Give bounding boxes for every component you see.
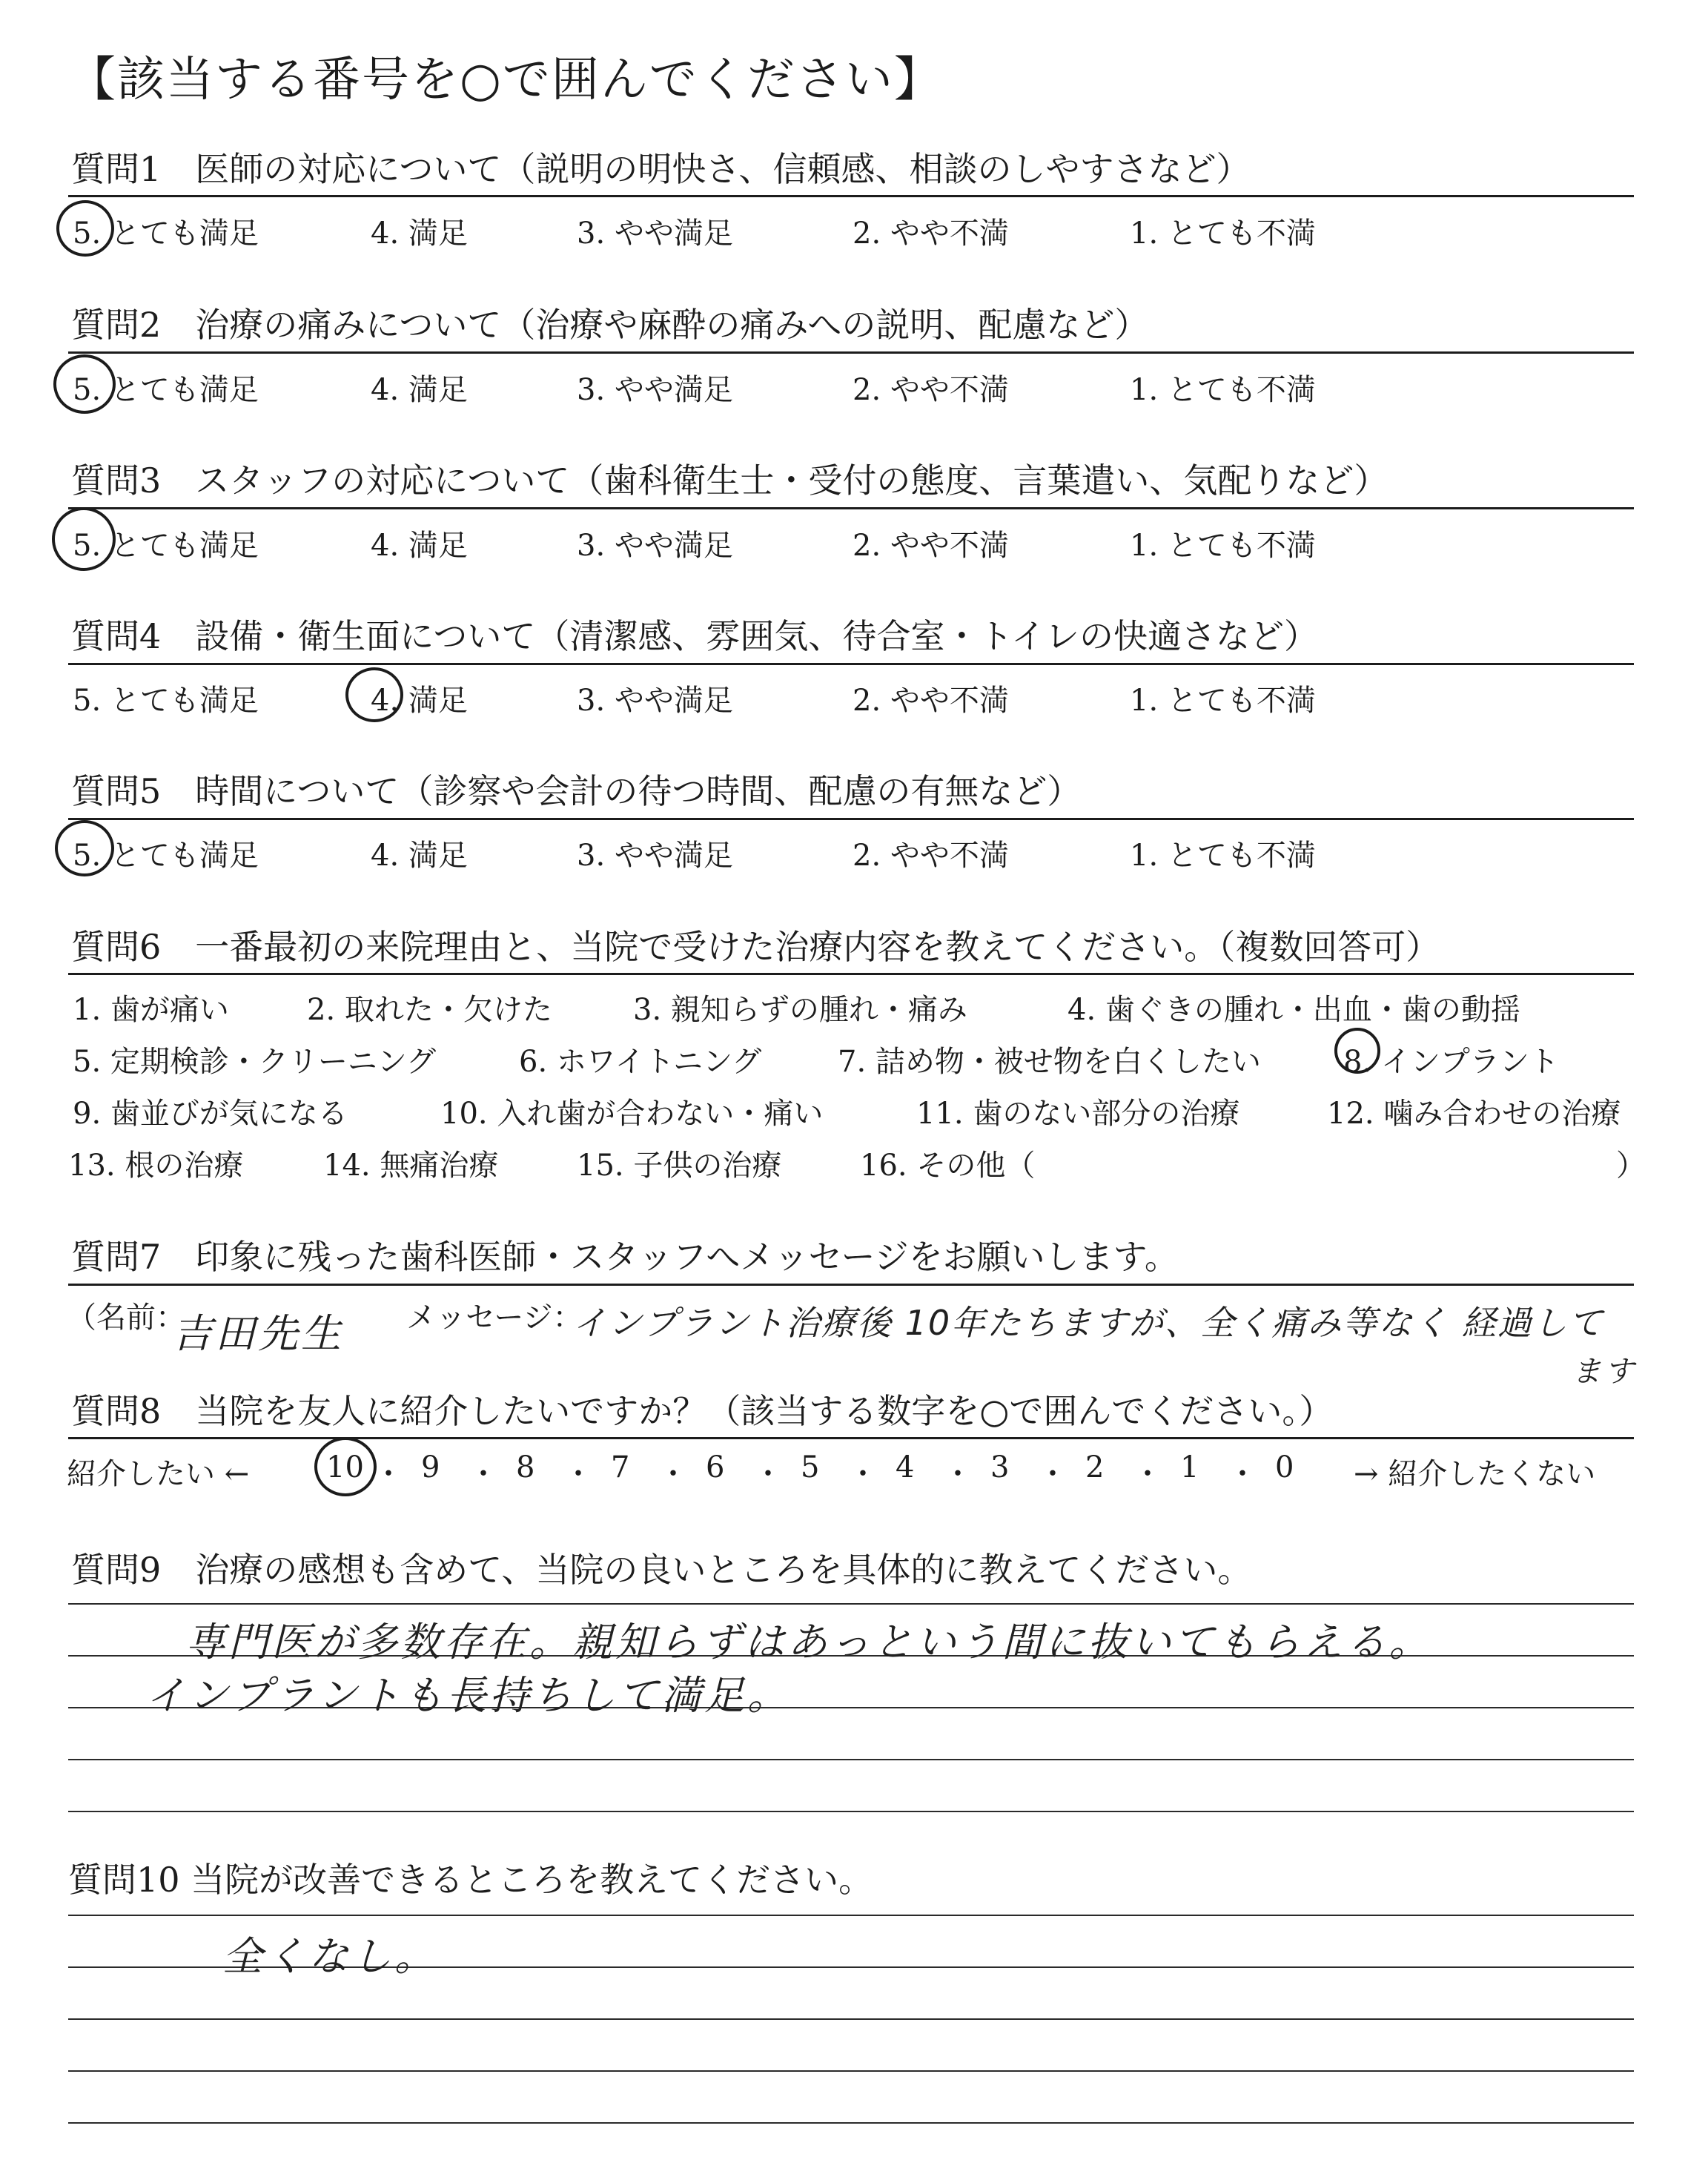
selection-circle [53, 354, 116, 414]
scale-separator: ・ [1228, 1457, 1257, 1491]
scale-separator: ・ [658, 1457, 688, 1491]
answer-line [68, 1603, 1634, 1605]
answer-line [68, 1915, 1634, 1916]
q5-option-2[interactable]: 2. やや不満 [853, 839, 1009, 873]
recommend-score-7[interactable]: 7 [611, 1450, 630, 1484]
scale-separator: ・ [374, 1457, 403, 1491]
selection-circle [55, 820, 114, 876]
question-7-title: 質問7 印象に残った歯科医師・スタッフへメッセージをお願いします。 [71, 1237, 1179, 1277]
q6-option-8[interactable]: 8. インプラント [1343, 1045, 1559, 1079]
recommend-score-1[interactable]: 1 [1180, 1450, 1199, 1484]
q4-option-3[interactable]: 3. やや満足 [577, 684, 733, 718]
answer-line [68, 2018, 1634, 2020]
divider [68, 507, 1634, 509]
q6-option-5[interactable]: 5. 定期検診・クリーニング [73, 1045, 437, 1079]
handwritten-name: 吉田先生 [172, 1310, 344, 1357]
handwritten-answer-line-1: 専門医が多数存在。親知らずはあっという間に抜いてもらえる。 [185, 1619, 1432, 1665]
q6-option-1[interactable]: 1. 歯が痛い [73, 993, 229, 1027]
recommend-score-6[interactable]: 6 [706, 1450, 725, 1484]
q4-option-4[interactable]: 4. 満足 [371, 684, 468, 718]
q3-option-2[interactable]: 2. やや不満 [853, 529, 1009, 563]
q1-option-4[interactable]: 4. 満足 [371, 217, 468, 251]
q2-option-2[interactable]: 2. やや不満 [853, 373, 1009, 407]
divider [68, 195, 1634, 197]
selection-circle [52, 507, 116, 571]
recommend-right-label: → 紹介したくない [1354, 1457, 1596, 1491]
question-4-title: 質問4 設備・衛生面について（清潔感、雰囲気、待合室・トイレの快適さなど） [71, 616, 1319, 656]
scale-separator: ・ [943, 1457, 973, 1491]
q3-option-3[interactable]: 3. やや満足 [577, 529, 733, 563]
divider [68, 1284, 1634, 1286]
recommend-score-0[interactable]: 0 [1275, 1450, 1294, 1484]
q6-option-10[interactable]: 10. 入れ歯が合わない・痛い [440, 1097, 824, 1131]
name-label: （名前： [67, 1301, 185, 1335]
q3-option-4[interactable]: 4. 満足 [371, 529, 468, 563]
message-label: メッセージ： [406, 1301, 583, 1335]
q1-option-5[interactable]: 5. とても満足 [73, 217, 259, 251]
recommend-score-9[interactable]: 9 [421, 1450, 440, 1484]
answer-line [68, 2122, 1634, 2124]
divider [68, 663, 1634, 665]
q6-option-7[interactable]: 7. 詰め物・被せ物を白くしたい [838, 1045, 1261, 1079]
q1-option-3[interactable]: 3. やや満足 [577, 217, 733, 251]
divider [68, 973, 1634, 975]
question-2-title: 質問2 治療の痛みについて（治療や麻酔の痛みへの説明、配慮など） [71, 305, 1149, 345]
q6-option-13[interactable]: 13. 根の治療 [68, 1149, 244, 1183]
question-1-title: 質問1 医師の対応について（説明の明快さ、信頼感、相談のしやすさなど） [71, 149, 1251, 189]
question-5-title: 質問5 時間について（診察や会計の待つ時間、配慮の有無など） [71, 771, 1082, 811]
scale-separator: ・ [1133, 1457, 1162, 1491]
recommend-score-5[interactable]: 5 [801, 1450, 820, 1484]
q6-option-6[interactable]: 6. ホワイトニング [519, 1045, 762, 1079]
recommend-score-3[interactable]: 3 [990, 1450, 1010, 1484]
handwritten-answer-line-1: 全くなし。 [222, 1933, 437, 1980]
recommend-score-8[interactable]: 8 [516, 1450, 535, 1484]
answer-line [68, 1811, 1634, 1812]
question-9-title: 質問9 治療の感想も含めて、当院の良いところを具体的に教えてください。 [71, 1550, 1252, 1590]
recommend-score-4[interactable]: 4 [896, 1450, 915, 1484]
question-8-title: 質問8 当院を友人に紹介したいですか？（該当する数字を○で囲んでください。） [71, 1391, 1334, 1431]
scale-separator: ・ [1038, 1457, 1068, 1491]
q4-option-2[interactable]: 2. やや不満 [853, 684, 1009, 718]
answer-line [68, 2070, 1634, 2072]
q5-option-3[interactable]: 3. やや満足 [577, 839, 733, 873]
scale-separator: ・ [469, 1457, 498, 1491]
q2-option-4[interactable]: 4. 満足 [371, 373, 468, 407]
q4-option-1[interactable]: 1. とても不満 [1130, 684, 1316, 718]
question-10-title: 質問10 当院が改善できるところを教えてください。 [68, 1860, 873, 1900]
handwritten-answer-line-2: インプラントも長持ちして満足。 [145, 1672, 790, 1719]
form-heading: 【該当する番号を○で囲んでください】 [68, 53, 943, 108]
q2-option-5[interactable]: 5. とても満足 [73, 373, 259, 407]
selection-circle [314, 1437, 377, 1496]
q6-option-15[interactable]: 15. 子供の治療 [577, 1149, 782, 1183]
q6-option-14[interactable]: 14. 無痛治療 [323, 1149, 499, 1183]
recommend-score-2[interactable]: 2 [1085, 1450, 1105, 1484]
q2-option-3[interactable]: 3. やや満足 [577, 373, 733, 407]
q6-option-2[interactable]: 2. 取れた・欠けた [307, 993, 552, 1027]
selection-circle [56, 200, 114, 257]
selection-circle [1334, 1028, 1380, 1074]
question-3-title: 質問3 スタッフの対応について（歯科衛生士・受付の態度、言葉遣い、気配りなど） [71, 460, 1388, 501]
question-6-title: 質問6 一番最初の来院理由と、当院で受けた治療内容を教えてください。（複数回答可） [71, 927, 1440, 967]
q3-option-5[interactable]: 5. とても満足 [73, 529, 259, 563]
selection-circle [345, 667, 403, 722]
divider [68, 351, 1634, 354]
other-close-paren: ） [1616, 1149, 1646, 1183]
q5-option-1[interactable]: 1. とても不満 [1130, 839, 1316, 873]
q6-option-12[interactable]: 12. 噛み合わせの治療 [1327, 1097, 1621, 1131]
q1-option-1[interactable]: 1. とても不満 [1130, 217, 1316, 251]
recommend-score-10[interactable]: 10 [326, 1450, 364, 1484]
divider [68, 818, 1634, 820]
q2-option-1[interactable]: 1. とても不満 [1130, 373, 1316, 407]
handwritten-message-line-2: ます [1572, 1355, 1637, 1389]
q5-option-4[interactable]: 4. 満足 [371, 839, 468, 873]
handwritten-message-line-1: インプラント治療後 10年たちますが、全く痛み等なく 経過して [572, 1303, 1604, 1343]
q6-option-9[interactable]: 9. 歯並びが気になる [73, 1097, 348, 1131]
q4-option-5[interactable]: 5. とても満足 [73, 684, 259, 718]
q6-option-3[interactable]: 3. 親知らずの腫れ・痛み [633, 993, 967, 1027]
q1-option-2[interactable]: 2. やや不満 [853, 217, 1009, 251]
q6-option-16[interactable]: 16. その他（ [860, 1149, 1036, 1183]
q5-option-5[interactable]: 5. とても満足 [73, 839, 259, 873]
q6-option-4[interactable]: 4. 歯ぐきの腫れ・出血・歯の動揺 [1068, 993, 1520, 1027]
q6-option-11[interactable]: 11. 歯のない部分の治療 [916, 1097, 1240, 1131]
answer-line [68, 1759, 1634, 1760]
scale-separator: ・ [753, 1457, 783, 1491]
scale-separator: ・ [848, 1457, 878, 1491]
scale-separator: ・ [563, 1457, 593, 1491]
divider [68, 1437, 1634, 1439]
q3-option-1[interactable]: 1. とても不満 [1130, 529, 1316, 563]
recommend-left-label: 紹介したい ← [67, 1457, 250, 1491]
